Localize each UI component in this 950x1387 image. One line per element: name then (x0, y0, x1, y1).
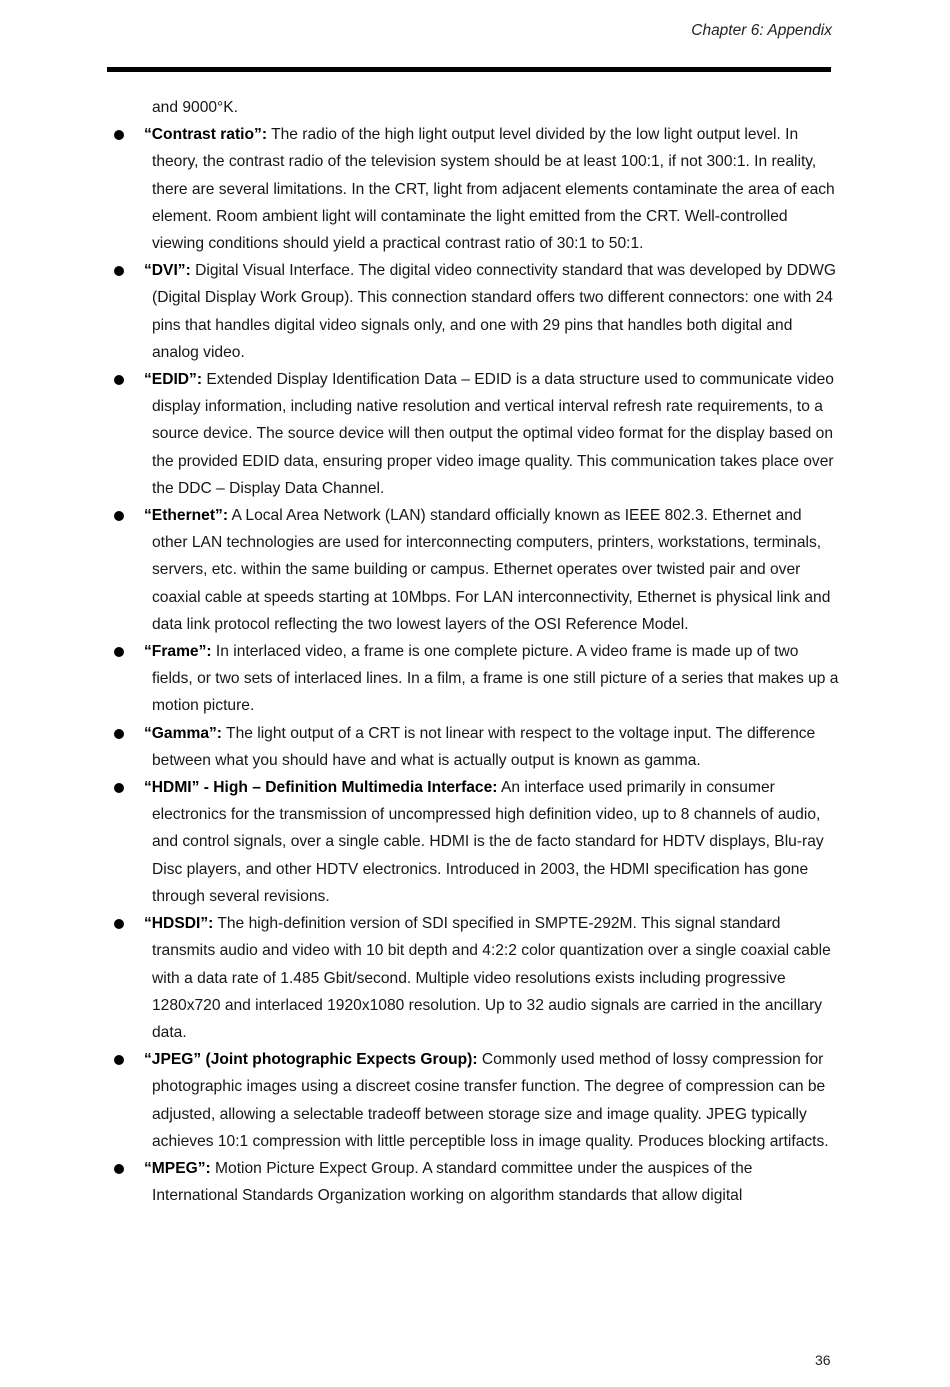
glossary-definition: Extended Display Identification Data – EDID is a data structure used to communicate video display information, including native resolution and vertical interval refresh rate requirements, to a source device. The source device will then output the optimal video format for the display based on the provided EDID data, ensuring proper video image quality. This communication takes place over the DDC – Display Data Channel. (152, 371, 834, 497)
bullet-icon (114, 729, 124, 739)
glossary-entry-gamma (144, 720, 840, 774)
glossary-content (0, 94, 950, 1209)
glossary-entry-hdsdi (144, 910, 840, 1046)
bullet-icon (114, 1164, 124, 1174)
glossary-definition: An interface used primarily in consumer electronics for the transmission of uncompressed high definition video, up to 8 channels of audio, and control signals, over a single cable. HDMI is the de facto standard for HDTV displays, Blu-ray Disc players, and other HDTV electronics. Introduced in 2003, the HDMI specification has gone through several revisions. (152, 779, 824, 905)
glossary-entry-contrast-ratio (144, 121, 840, 257)
glossary-entry-jpeg (144, 1046, 840, 1155)
glossary-term: “JPEG” (Joint photographic Expects Group): (144, 1051, 478, 1069)
bullet-icon (114, 783, 124, 793)
glossary-term: “Gamma”: (144, 724, 222, 742)
glossary-definition: The light output of a CRT is not linear with respect to the voltage input. The difference between what you should have and what is actually output is known as gamma. (152, 724, 816, 769)
glossary-entry-frame (144, 638, 840, 720)
bullet-icon (114, 1055, 124, 1065)
glossary-definition: Motion Picture Expect Group. A standard committee under the auspices of the International Standards Organization working on algorithm standards that allow digital (152, 1159, 753, 1205)
bullet-icon (114, 647, 124, 657)
glossary-definition: Commonly used method of lossy compression for photographic images using a discreet cosine transfer function. The degree of compression can be adjusted, allowing a selectable tradeoff between storage size and image quality. JPEG typically achieves 10:1 compression with little perceptible loss in image quality. Produces blocking artifacts. (152, 1051, 829, 1150)
glossary-term: “MPEG”: (144, 1159, 211, 1177)
bullet-icon (114, 511, 124, 521)
bullet-icon (114, 375, 124, 385)
header-rule (107, 67, 831, 72)
chapter-title: Chapter 6: Appendix (691, 22, 832, 39)
bullet-icon (114, 130, 124, 140)
glossary-definition: In interlaced video, a frame is one complete picture. A video frame is made up of two fields, or two sets of interlaced lines. In a film, a frame is one still picture of a series that makes up a motion picture. (152, 643, 839, 715)
continuation-text: and 9000°K. (152, 99, 239, 116)
glossary-definition: The radio of the high light output level divided by the low light output level. In theory, the contrast radio of the television system should be at least 100:1, if not 300:1. In reality, there are several limitations. In the CRT, light from adjacent elements contaminate the area of each element. Room ambient light will contaminate the light emitted from the CRT. Well-controlled viewing conditions should yield a practical contrast ratio of 30:1 to 50:1. (152, 126, 835, 253)
glossary-definition: The high-definition version of SDI specified in SMPTE-292M. This signal standard transmits audio and video with 10 bit depth and 4:2:2 color quantization over a single coaxial cable with a data rate of 1.485 Gbit/second. Multiple video resolutions exists including progressive 1280x720 and interlaced 1920x1080 resolution. Up to 32 audio signals are carried in the ancillary data. (152, 915, 831, 1041)
glossary-entry-hdmi (144, 774, 840, 910)
glossary-entry-ethernet (144, 502, 840, 638)
glossary-entry-edid (144, 366, 840, 502)
glossary-entry-dvi (144, 257, 840, 366)
bullet-icon (114, 919, 124, 929)
glossary-definition: A Local Area Network (LAN) standard officially known as IEEE 802.3. Ethernet and other LAN technologies are used for interconnecting computers, printers, workstations, terminals, servers, etc. within the same building or campus. Ethernet operates over twisted pair and over coaxial cable at speeds starting at 10Mbps. For LAN interconnectivity, Ethernet is physical link and data link protocol reflecting the two lowest layers of the OSI Reference Model. (152, 507, 831, 633)
glossary-term: “DVI”: (144, 262, 191, 280)
glossary-entry-mpeg (144, 1155, 840, 1209)
bullet-icon (114, 266, 124, 276)
glossary-term: “Frame”: (144, 643, 212, 661)
glossary-definition: Digital Visual Interface. The digital video connectivity standard that was developed by DDWG (Digital Display Work Group). This connection standard offers two different connectors: one with 24 pins that handles digital video signals only, and one with 29 pins that handles both digital and analog video. (152, 262, 836, 361)
glossary-term: “HDSDI”: (144, 915, 214, 933)
glossary-term: “EDID”: (144, 371, 203, 389)
glossary-term: “Ethernet”: (144, 507, 229, 525)
glossary-term: “Contrast ratio”: (144, 126, 268, 144)
glossary-term: “HDMI” - High – Definition Multimedia Interface: (144, 779, 498, 797)
page-number: 36 (815, 1352, 831, 1368)
